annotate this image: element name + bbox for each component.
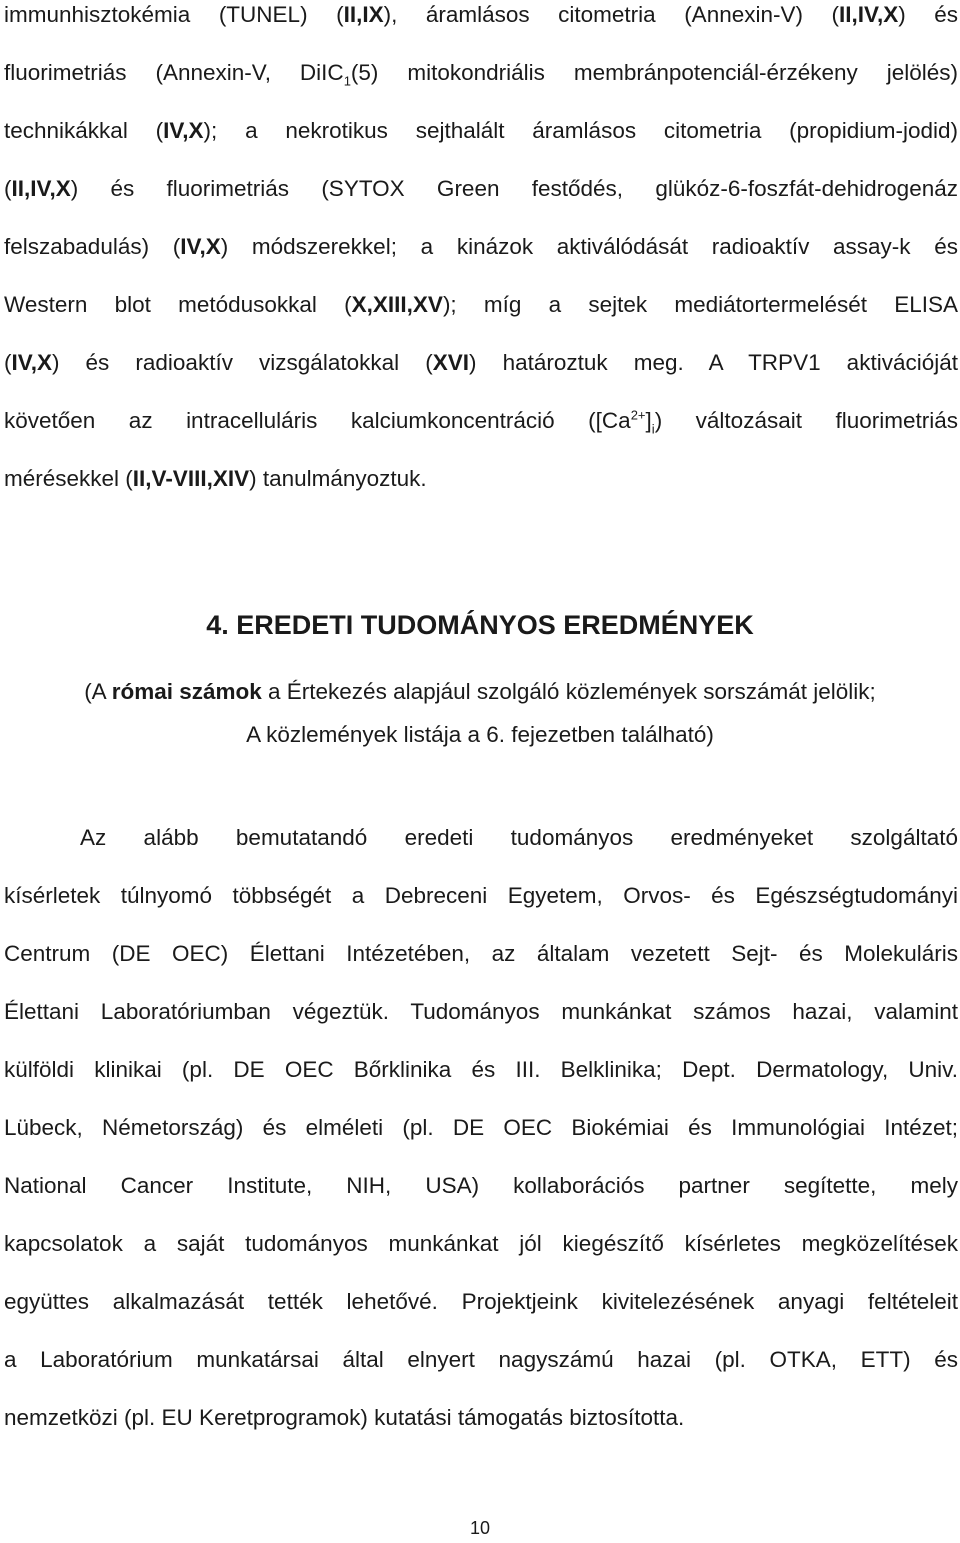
paragraph-line: kapcsolatok a saját tudományos munkánkat jól kiegészítő kísérletes megközelítések [4, 1231, 958, 1256]
paragraph-line: Az alább bemutatandó eredeti tudományos eredményeket szolgáltató [80, 825, 958, 850]
paragraph-line: mérésekkel (II,V-VIII,XIV) tanulmányoztuk. [4, 466, 427, 491]
section-heading: 4. EREDETI TUDOMÁNYOS EREDMÉNYEK [206, 610, 754, 640]
paragraph-line: (IV,X) és radioaktív vizsgálatokkal (XVI) határoztuk meg. A TRPV1 aktivációját [4, 350, 958, 375]
paragraph-line: a Laboratórium munkatársai által elnyert nagyszámú hazai (pl. OTKA, ETT) és [4, 1347, 958, 1372]
paragraph-line: külföldi klinikai (pl. DE OEC Bőrklinika és III. Belklinika; Dept. Dermatology, Univ. [4, 1057, 958, 1082]
note-line: (A római számok a Értekezés alapjául szolgáló közlemények sorszámát jelölik; [84, 679, 876, 704]
paragraph-line: kísérletek túlnyomó többségét a Debreceni Egyetem, Orvos- és Egészségtudományi [4, 883, 958, 908]
paragraph-line: National Cancer Institute, NIH, USA) kollaborációs partner segítette, mely [4, 1173, 958, 1198]
paragraph-line: Centrum (DE OEC) Élettani Intézetében, az általam vezetett Sejt- és Molekuláris [4, 941, 958, 966]
page-number: 10 [469, 1518, 491, 1538]
paragraph-line: immunhisztokémia (TUNEL) (II,IX), áramlásos citometria (Annexin-V) (II,IV,X) és [4, 2, 958, 27]
paragraph-line: fluorimetriás (Annexin-V, DiIC$_1$(5) mitokondriális membránpotenciál-érzékeny jelölés) [4, 60, 958, 89]
paragraph-line: Élettani Laboratóriumban végeztük. Tudományos munkánkat számos hazai, valamint [4, 999, 958, 1024]
paragraph-line: (II,IV,X) és fluorimetriás (SYTOX Green festődés, glükóz-6-foszfát-dehidrogenáz [4, 176, 958, 201]
paragraph-line: felszabadulás) (IV,X) módszerekkel; a kinázok aktiválódását radioaktív assay-k és [4, 234, 958, 259]
note-line: A közlemények listája a 6. fejezetben található) [246, 722, 714, 747]
paragraph-line: együttes alkalmazását tették lehetővé. Projektjeink kivitelezésének anyagi feltételeit [4, 1289, 958, 1314]
paragraph-line: Western blot metódusokkal (X,XIII,XV); míg a sejtek mediátortermelését ELISA [4, 292, 958, 317]
paragraph-line: Lübeck, Németország) és elméleti (pl. DE OEC Biokémiai és Immunológiai Intézet; [4, 1115, 958, 1140]
paragraph-line: technikákkal (IV,X); a nekrotikus sejthalált áramlásos citometria (propidium-jodid) [4, 118, 958, 143]
paragraph-line: nemzetközi (pl. EU Keretprogramok) kutatási támogatás biztosította. [4, 1405, 685, 1430]
paragraph-line: követően az intracelluláris kalciumkoncentráció $([Ca^{2+}]_i)$ változásait fluorimetriás [4, 407, 958, 437]
